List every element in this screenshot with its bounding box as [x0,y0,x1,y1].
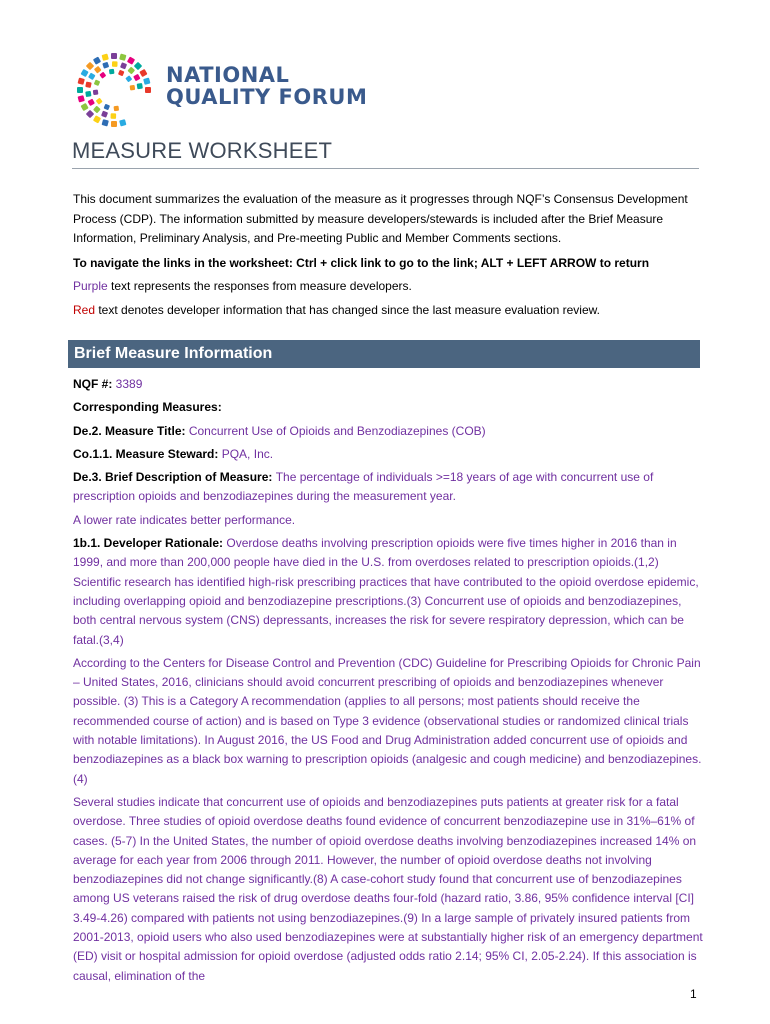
section-heading-brief-measure-information: Brief Measure Information [68,340,700,368]
nqf-label: NQF #: [73,377,116,391]
measure-title-row [73,422,703,441]
logo-tile [93,106,101,114]
purple-legend [73,277,703,297]
rationale-paragraph-3: Several studies indicate that concurrent use of opioids and benzodiazepines puts patients at greater risk for a fatal overdose. Three studies of opioid overdose deaths found evidence of concurrent benzodiazepine use in 31%–61% of cases. (5-7) In the United States, the number of opioid overdose deaths involving benzodiazepines increased 14% on average for each year from 2006 through 2011. However, the number of opioid overdose deaths not involving benzodiazepines did not change significantly.(8) A case-cohort study found that concurrent use of benzodiazepines among US veterans raised the risk of drug overdose deaths four-fold (hazard ratio, 3.86, 95% confidence interval [CI] 3.49-4.26) compared with patients not using benzodiazepines.(9) In a large sample of privately insured patients from 2001-2013, opioid users who also used benzodiazepines were at substantially higher risk of an emergency department (ED) visit or hospital admission for opioid overdose (adjusted odds ratio 2.14; 95% CI, 2.05-2.24). If this association is causal, elimination of the [73,794,703,983]
logo-tile [104,104,111,111]
measure-title-label: De.2. Measure Title: [73,423,189,438]
purple-legend-word: Purple [73,279,108,293]
logo-tile [133,74,140,81]
rationale-text-1: Overdose deaths involving prescription opioids were five times higher in 2016 than in 1999, and more than 200,000 people have died in the U.S. from overdoses related to prescription opioids.(1,2) Scientific research has identified high-risk prescribing practices that have contributed to the opioid overdose epidemic, including overlapping opioid and benzodiazepine prescriptions.(3) Concurrent use of opioids and benzodiazepines, both central nervous system (CNS) depressants, increases the risk for severe respiratory depression, which can be fatal.(3,4) [73,536,699,647]
logo-tile [81,69,89,77]
logo-tile [145,87,151,93]
logo-tile [78,95,85,102]
logo-tile [93,115,101,123]
brief-measure-fields [73,375,703,990]
intro-paragraph: This document summarizes the evaluation of the measure as it progresses through NQF’s Consensus Development Process (CDP). The information submitted by measure developers/stewards is included after the Brief Measure Information, Preliminary Analysis, and Pre-meeting Public and Member Comments sections. [73,192,688,245]
rationale-paragraph-1 [73,534,703,650]
logo-tile [85,81,91,87]
logo-wordmark [166,64,367,108]
logo-tile [101,111,108,118]
logo-tile [125,75,132,82]
page-number: 1 [690,987,697,1001]
logo-tile [130,85,136,91]
logo-line-2: QUALITY FORUM [166,85,368,109]
measure-steward-value: PQA, Inc. [221,446,274,461]
red-legend-word: Red [73,302,96,317]
logo-tile [109,69,115,75]
logo-tile [102,119,109,126]
logo-tile [111,121,117,127]
rationale-paragraph-2: According to the Centers for Disease Control and Prevention (CDC) Guideline for Prescribing Opioids for Chronic Pain – United States, 2016, clinicians should avoid concurrent prescribing of opioids and benzodiazepines whenever possible. (3) This is a Category A recommendation (applies to all persons; most patients should receive the recommended course of action) and is based on Type 3 evidence (observational studies or randomized clinical trials with notable limitations). In August 2016, the US Food and Drug Administration added concurrent use of opioids and benzodiazepines as a black box warning to prescription opioids (analgesic and cough medicine) and benzodiazepines. (4) [73,655,702,786]
logo-tile [86,110,94,118]
logo-tile [81,103,89,111]
logo-tile [85,91,91,97]
logo-tile [96,98,103,105]
nqf-number-row [73,375,703,394]
developer-rationale-label: 1b.1. Developer Rationale: [73,536,227,551]
brief-description-label: De.3. Brief Description of Measure: [73,470,276,485]
logo-line-1: NATIONAL [166,63,290,87]
nqf-value: 3389 [115,377,143,391]
measure-steward-row [73,445,703,464]
logo-tile [93,90,99,96]
navigation-instructions: To navigate the links in the worksheet: Ctrl + click link to go to the link; ALT + LEFT ARROW to return [73,255,650,270]
measure-title-value: Concurrent Use of Opioids and Benzodiazepines (COB) [188,423,486,438]
red-legend [73,301,703,321]
lower-rate-note: A lower rate indicates better performance. [73,512,296,527]
logo-tile [119,54,126,61]
logo-tile [111,113,117,119]
logo-tile [137,83,143,89]
purple-legend-text: text represents the responses from measure developers. [107,279,412,293]
red-legend-text: text denotes developer information that has changed since the last measure evaluation review. [95,302,600,317]
logo-tile [87,99,94,106]
logo-tile [112,61,118,67]
measure-steward-label: Co.1.1. Measure Steward: [73,446,222,461]
nqf-logo [74,50,374,132]
logo-tile [118,70,125,77]
logo-tile [94,66,102,74]
logo-tile [120,62,127,69]
logo-tile [119,119,126,126]
brief-description-row [73,468,703,507]
logo-tile [134,62,142,70]
logo-tile [102,62,109,69]
logo-tile [127,67,135,75]
corresponding-measures-label: Corresponding Measures: [73,400,222,415]
logo-tile [94,80,101,87]
logo-tile [77,87,83,93]
logo-tile [78,78,85,85]
logo-tile [86,62,94,70]
logo-tile [111,53,117,59]
logo-tile [127,57,135,65]
logo-tile [114,106,120,112]
logo-tile [139,69,147,77]
page-title: MEASURE WORKSHEET [72,138,699,169]
logo-tile [99,72,106,79]
logo-tile [102,54,109,61]
logo-tile [93,57,101,65]
logo-mark-icon [74,50,158,132]
brief-description-value: The percentage of individuals >=18 years of age with concurrent use of prescription opioids and benzodiazepines during the measurement year. [73,470,654,504]
logo-tile [143,78,150,85]
logo-tile [88,73,96,81]
intro-section [73,190,703,320]
